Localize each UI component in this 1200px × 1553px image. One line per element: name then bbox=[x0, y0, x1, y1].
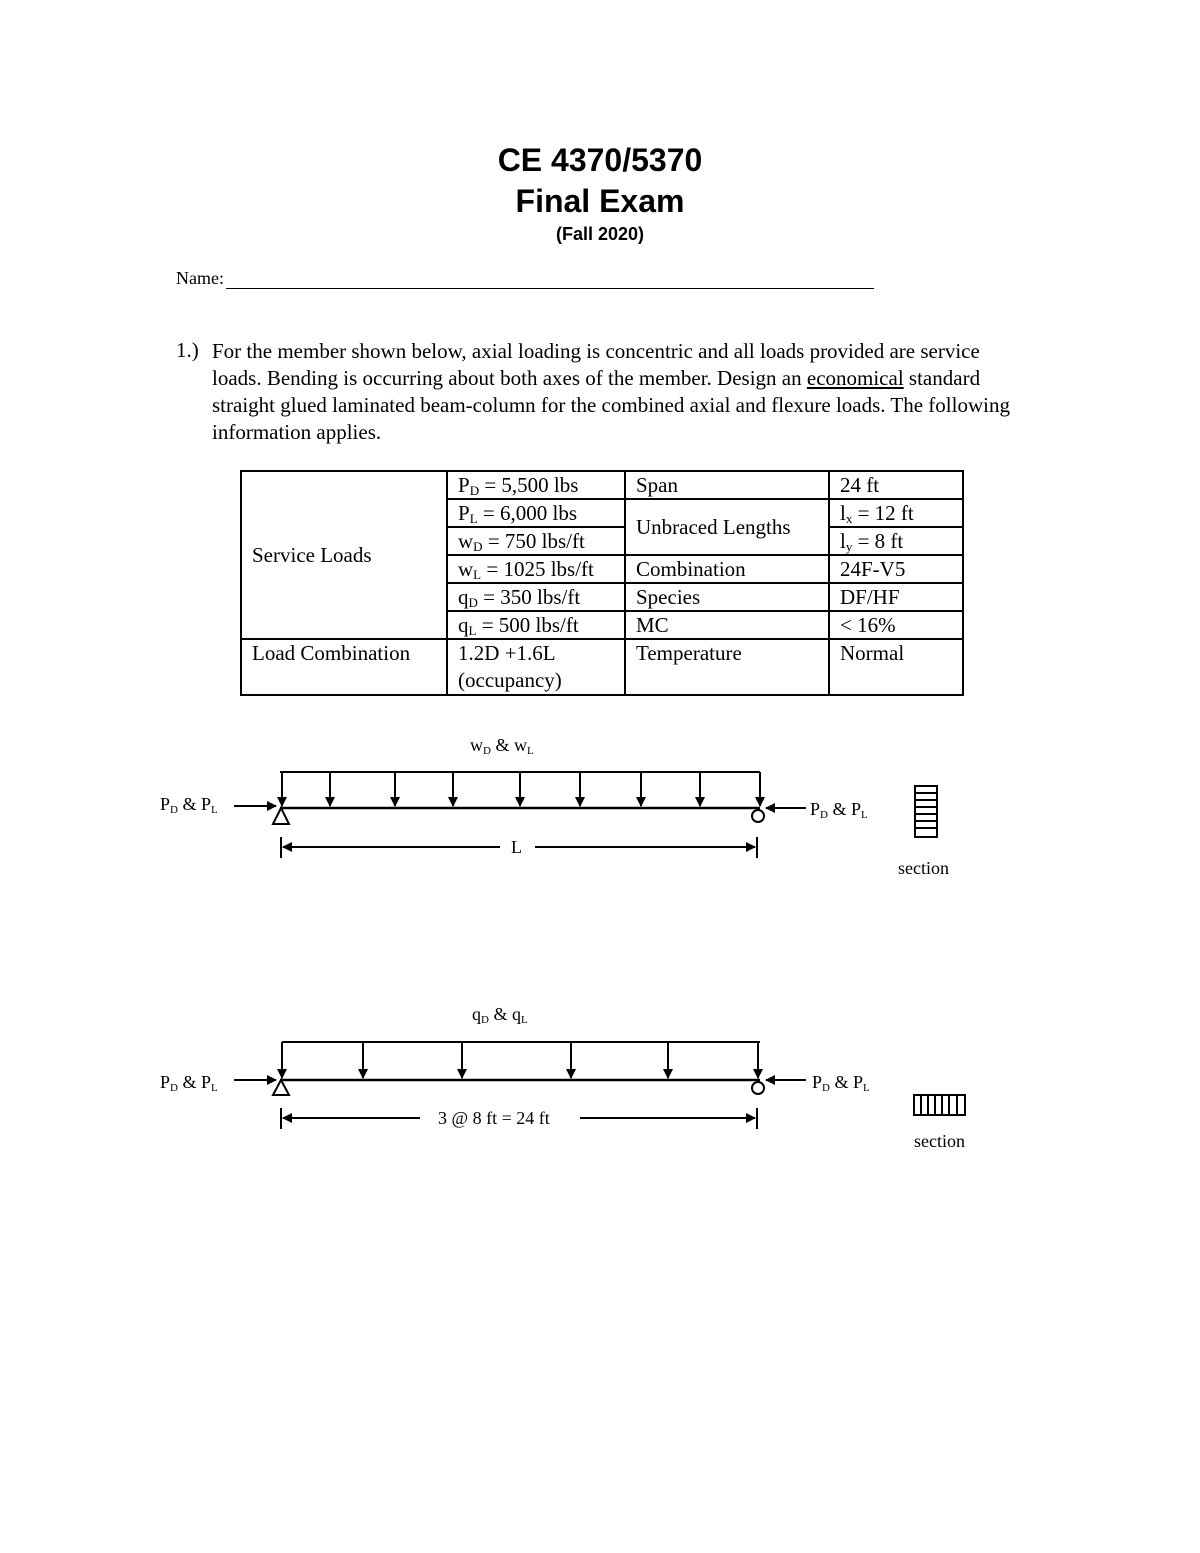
d1-load-label: $w_D$ & $w_L$ bbox=[470, 735, 534, 757]
load-wd: $w_D = 750$ lbs/ft bbox=[447, 527, 625, 555]
d1-pin-support bbox=[273, 808, 289, 824]
d1-section-icon bbox=[915, 786, 937, 837]
unbraced-label: Unbraced Lengths bbox=[625, 499, 829, 555]
temperature-label: Temperature bbox=[625, 639, 829, 695]
span-label: Span bbox=[625, 471, 829, 499]
d2-load-arrows bbox=[282, 1042, 758, 1078]
exam-title: Final Exam bbox=[515, 183, 685, 219]
d2-load-label: $q_D$ & $q_L$ bbox=[472, 1004, 528, 1026]
mc-label: MC bbox=[625, 611, 829, 639]
d2-roller-support bbox=[752, 1082, 764, 1094]
diagram-1 bbox=[234, 772, 937, 858]
load-wl: $w_L = 1025$ lbs/ft bbox=[447, 555, 625, 583]
question-number: 1.) bbox=[176, 338, 199, 362]
temperature-value: Normal bbox=[829, 639, 963, 695]
emphasis-economical: economical bbox=[806, 366, 904, 390]
d2-axial-left-label: $P_D$ & $P_L$ bbox=[160, 1072, 218, 1094]
combination-label: Combination bbox=[625, 555, 829, 583]
d1-axial-right-label: $P_D$ & $P_L$ bbox=[810, 799, 868, 821]
mc-value: < 16% bbox=[829, 611, 963, 639]
combination-value: 24F-V5 bbox=[829, 555, 963, 583]
load-qd: $q_D = 350$ lbs/ft bbox=[447, 583, 625, 611]
d2-section-label: section bbox=[914, 1131, 965, 1151]
diagram-2 bbox=[234, 1042, 965, 1129]
name-label: Name: bbox=[176, 268, 224, 288]
species-label: Species bbox=[625, 583, 829, 611]
d1-dimension-label: L bbox=[511, 837, 522, 857]
span-value: 24 ft bbox=[829, 471, 963, 499]
d2-section-icon bbox=[914, 1095, 965, 1115]
load-pd: $P_D = 5,500$ lbs bbox=[447, 471, 625, 499]
d1-axial-left-label: $P_D$ & $P_L$ bbox=[160, 794, 218, 816]
species-value: DF/HF bbox=[829, 583, 963, 611]
question-text: For the member shown below, axial loading is concentric and all loads provided are service loads. Bending is occurring about both axes of the member. Design an economical standard straight glued laminated beam-column for the combined axial and flexure loads. The following information applies. bbox=[212, 339, 1010, 444]
course-title: CE 4370/5370 bbox=[497, 142, 703, 178]
service-loads-label: Service Loads bbox=[241, 471, 447, 639]
load-ql: $q_L = 500$ lbs/ft bbox=[447, 611, 625, 639]
load-pl: $P_L = 6,000$ lbs bbox=[447, 499, 625, 527]
lx-value: $l_x = 12$ ft bbox=[829, 499, 963, 527]
d1-load-arrows bbox=[282, 772, 760, 806]
d1-roller-support bbox=[752, 810, 764, 822]
d2-pin-support bbox=[273, 1080, 289, 1095]
ly-value: $l_y = 8$ ft bbox=[829, 527, 963, 555]
d1-section-label: section bbox=[898, 858, 949, 878]
exam-term: (Fall 2020) bbox=[555, 224, 645, 244]
load-combination-value: 1.2D +1.6L (occupancy) bbox=[447, 639, 625, 695]
load-combination-label: Load Combination bbox=[241, 639, 447, 695]
d2-axial-right-label: $P_D$ & $P_L$ bbox=[812, 1072, 870, 1094]
d2-dimension-label: 3 @ 8 ft = 24 ft bbox=[438, 1108, 550, 1128]
